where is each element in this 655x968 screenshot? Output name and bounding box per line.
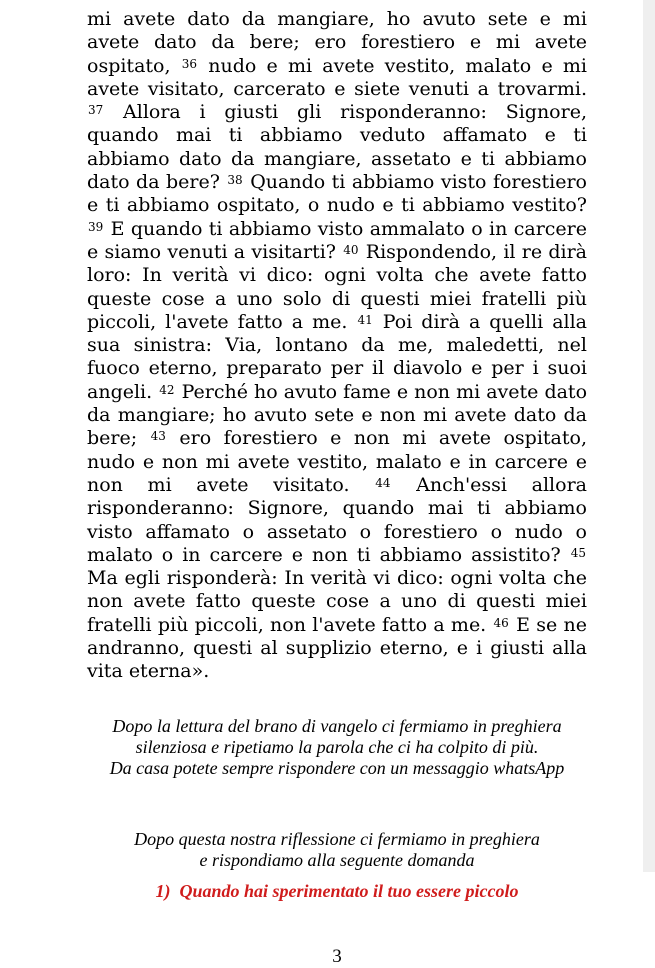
gospel-text: Allora i giusti gli risponderanno: Signore, quando mai ti abbiamo veduto affamato e ti abbiamo dato da mangiare, assetato e ti abbiamo dato da bere? — [87, 101, 587, 194]
verse-number: 38 — [227, 173, 243, 188]
verse-number: 37 — [88, 103, 104, 118]
scrollbar-track[interactable] — [643, 0, 655, 872]
page-number: 3 — [332, 945, 342, 967]
verse-number: 44 — [375, 475, 391, 490]
verse-number: 46 — [493, 615, 509, 630]
verse-number: 45 — [570, 545, 586, 560]
verse-number: 36 — [181, 56, 198, 71]
page-content — [87, 8, 587, 968]
gospel-text: mi avete dato da mangiare, ho avuto sete e mi avete dato da bere; ero forestiero e mi avete ospitato, — [87, 8, 587, 77]
question-number: 1) — [155, 880, 171, 901]
verse-number: 39 — [88, 219, 104, 234]
verse-number: 41 — [357, 312, 373, 327]
verse-number: 40 — [343, 242, 359, 257]
gospel-text: ero forestiero e non mi avete ospitato, nudo e non mi avete vestito, malato e in carcere e non mi avete visitato. — [87, 427, 587, 496]
gospel-text: Anch'essi allora risponderanno: Signore, quando mai ti abbiamo visto affamato o assetato o forestiero o nudo o malato o in carcere e non ti abbiamo assistito? — [87, 473, 587, 566]
reflection-line: e rispondiamo alla seguente domanda — [199, 849, 475, 870]
reflection-line: Dopo questa nostra riflessione ci fermiamo in preghiera — [134, 828, 540, 849]
prayer-line: Dopo la lettura del brano di vangelo ci fermiamo in preghiera — [112, 715, 562, 736]
question-text: Quando hai sperimentato il tuo essere piccolo — [179, 880, 519, 901]
prayer-line: silenziosa e ripetiamo la parola che ci ha colpito di più. — [135, 736, 539, 757]
gospel-text: Poi dirà a quelli alla sua sinistra: Via, lontano da me, maledetti, nel fuoco eterno, preparato per il diavolo e per i suoi angeli. — [87, 310, 588, 403]
prayer-instruction — [87, 716, 587, 779]
gospel-text: E se ne andranno, questi al supplizio eterno, e i giusti alla vita eterna». — [87, 613, 587, 683]
verse-number: 42 — [159, 382, 175, 397]
gospel-text: Quando ti abbiamo visto forestiero e ti abbiamo ospitato, o nudo e ti abbiamo vestito? — [87, 171, 587, 217]
prayer-line: Da casa potete sempre rispondere con un messaggio whatsApp — [109, 757, 565, 778]
gospel-text: Rispondendo, il re dirà loro: In verità vi dico: ogni volta che avete fatto queste cose a uno solo di questi miei fratelli più piccoli, l'avete fatto a me. — [87, 240, 587, 333]
verse-number: 43 — [150, 429, 166, 444]
gospel-text: nudo e mi avete vestito, malato e mi avete visitato, carcerato e siete venuti a trovarmi. — [87, 54, 588, 100]
reflection-question — [87, 881, 587, 902]
reflection-instruction — [87, 829, 587, 871]
gospel-passage — [87, 8, 587, 684]
gospel-text: E quando ti abbiamo visto ammalato o in carcere e siamo venuti a visitarti? — [87, 217, 587, 263]
gospel-text: Perché ho avuto fame e non mi avete dato da mangiare; ho avuto sete e non mi avete dato da bere; — [87, 380, 588, 450]
gospel-text: Ma egli risponderà: In verità vi dico: ogni volta che non avete fatto queste cose a uno di questi miei fratelli più piccoli, non l'avete fatto a me. — [87, 567, 587, 636]
